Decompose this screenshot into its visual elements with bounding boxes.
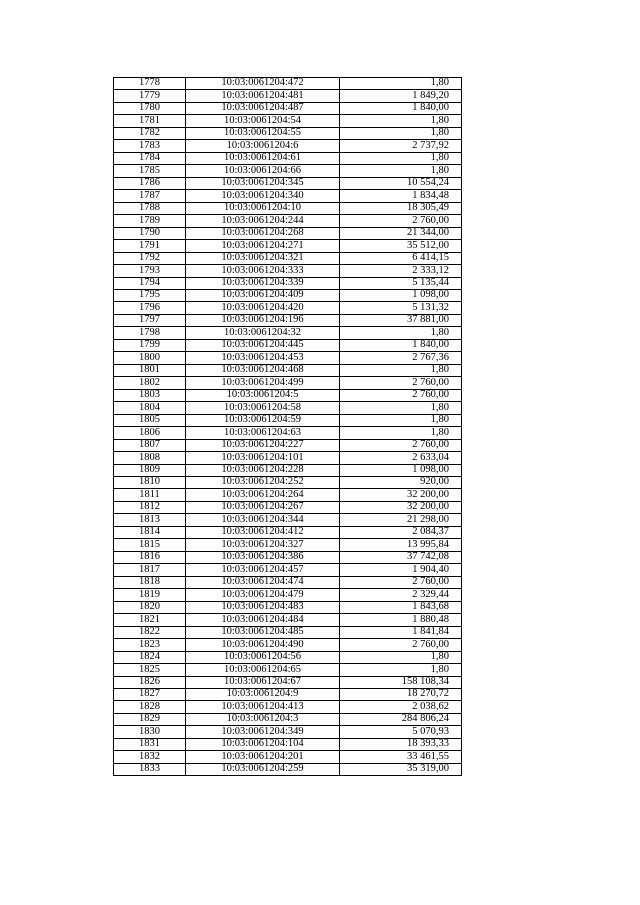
table-row — [114, 227, 462, 239]
data-table — [113, 77, 462, 776]
table-row — [114, 589, 462, 601]
cadastral-number-cell: 10:03:0061204:201 — [186, 751, 340, 763]
row-number-cell: 1820 — [114, 601, 186, 613]
value-cell: 35 319,00 — [340, 763, 462, 775]
value-cell: 1,80 — [340, 78, 462, 90]
cadastral-number-cell: 10:03:0061204:32 — [186, 327, 340, 339]
cadastral-number-cell: 10:03:0061204:267 — [186, 501, 340, 513]
row-number-cell: 1819 — [114, 589, 186, 601]
table-row — [114, 414, 462, 426]
value-cell: 32 200,00 — [340, 489, 462, 501]
value-cell: 1,80 — [340, 414, 462, 426]
cadastral-number-cell: 10:03:0061204:196 — [186, 314, 340, 326]
table-row — [114, 352, 462, 364]
cadastral-number-cell: 10:03:0061204:321 — [186, 252, 340, 264]
value-cell: 5 131,32 — [340, 302, 462, 314]
value-cell: 2 737,92 — [340, 140, 462, 152]
table-row — [114, 90, 462, 102]
table-row — [114, 726, 462, 738]
cadastral-number-cell: 10:03:0061204:65 — [186, 664, 340, 676]
cadastral-number-cell: 10:03:0061204:228 — [186, 464, 340, 476]
table-row — [114, 664, 462, 676]
value-cell: 158 108,34 — [340, 676, 462, 688]
table-row — [114, 639, 462, 651]
cadastral-number-cell: 10:03:0061204:58 — [186, 402, 340, 414]
cadastral-number-cell: 10:03:0061204:345 — [186, 177, 340, 189]
table-row — [114, 364, 462, 376]
value-cell: 1,80 — [340, 152, 462, 164]
cadastral-number-cell: 10:03:0061204:227 — [186, 439, 340, 451]
row-number-cell: 1814 — [114, 526, 186, 538]
table-row — [114, 576, 462, 588]
table-row — [114, 738, 462, 750]
row-number-cell: 1790 — [114, 227, 186, 239]
cadastral-number-cell: 10:03:0061204:490 — [186, 639, 340, 651]
value-cell: 2 329,44 — [340, 589, 462, 601]
table-row — [114, 78, 462, 90]
value-cell: 2 760,00 — [340, 439, 462, 451]
row-number-cell: 1802 — [114, 377, 186, 389]
value-cell: 1,80 — [340, 115, 462, 127]
row-number-cell: 1800 — [114, 352, 186, 364]
value-cell: 2 333,12 — [340, 265, 462, 277]
table-row — [114, 177, 462, 189]
value-cell: 2 038,62 — [340, 701, 462, 713]
cadastral-number-cell: 10:03:0061204:9 — [186, 688, 340, 700]
row-number-cell: 1801 — [114, 364, 186, 376]
row-number-cell: 1787 — [114, 190, 186, 202]
row-number-cell: 1778 — [114, 78, 186, 90]
table-row — [114, 277, 462, 289]
table-row — [114, 152, 462, 164]
cadastral-number-cell: 10:03:0061204:101 — [186, 452, 340, 464]
row-number-cell: 1792 — [114, 252, 186, 264]
row-number-cell: 1810 — [114, 477, 186, 489]
table-row — [114, 713, 462, 725]
cadastral-number-cell: 10:03:0061204:409 — [186, 289, 340, 301]
cadastral-number-cell: 10:03:0061204:268 — [186, 227, 340, 239]
cadastral-number-cell: 10:03:0061204:349 — [186, 726, 340, 738]
cadastral-number-cell: 10:03:0061204:63 — [186, 427, 340, 439]
value-cell: 2 760,00 — [340, 377, 462, 389]
table-row — [114, 265, 462, 277]
table-row — [114, 377, 462, 389]
row-number-cell: 1791 — [114, 240, 186, 252]
cadastral-number-cell: 10:03:0061204:487 — [186, 102, 340, 114]
cadastral-number-cell: 10:03:0061204:244 — [186, 215, 340, 227]
row-number-cell: 1828 — [114, 701, 186, 713]
row-number-cell: 1833 — [114, 763, 186, 775]
value-cell: 32 200,00 — [340, 501, 462, 513]
row-number-cell: 1824 — [114, 651, 186, 663]
cadastral-number-cell: 10:03:0061204:327 — [186, 539, 340, 551]
row-number-cell: 1821 — [114, 614, 186, 626]
row-number-cell: 1808 — [114, 452, 186, 464]
row-number-cell: 1811 — [114, 489, 186, 501]
value-cell: 2 760,00 — [340, 215, 462, 227]
row-number-cell: 1830 — [114, 726, 186, 738]
cadastral-number-cell: 10:03:0061204:453 — [186, 352, 340, 364]
value-cell: 2 760,00 — [340, 576, 462, 588]
value-cell: 1 840,00 — [340, 339, 462, 351]
table-row — [114, 464, 462, 476]
row-number-cell: 1809 — [114, 464, 186, 476]
cadastral-number-cell: 10:03:0061204:67 — [186, 676, 340, 688]
value-cell: 18 270,72 — [340, 688, 462, 700]
row-number-cell: 1806 — [114, 427, 186, 439]
table-row — [114, 402, 462, 414]
row-number-cell: 1813 — [114, 514, 186, 526]
table-row — [114, 190, 462, 202]
value-cell: 1 840,00 — [340, 102, 462, 114]
table-row — [114, 140, 462, 152]
cadastral-number-cell: 10:03:0061204:340 — [186, 190, 340, 202]
table-row — [114, 676, 462, 688]
cadastral-number-cell: 10:03:0061204:333 — [186, 265, 340, 277]
value-cell: 1,80 — [340, 427, 462, 439]
cadastral-number-cell: 10:03:0061204:481 — [186, 90, 340, 102]
cadastral-number-cell: 10:03:0061204:412 — [186, 526, 340, 538]
cadastral-number-cell: 10:03:0061204:104 — [186, 738, 340, 750]
cadastral-number-cell: 10:03:0061204:339 — [186, 277, 340, 289]
cadastral-number-cell: 10:03:0061204:6 — [186, 140, 340, 152]
table-row — [114, 651, 462, 663]
cadastral-number-cell: 10:03:0061204:3 — [186, 713, 340, 725]
row-number-cell: 1815 — [114, 539, 186, 551]
row-number-cell: 1789 — [114, 215, 186, 227]
row-number-cell: 1817 — [114, 564, 186, 576]
cadastral-number-cell: 10:03:0061204:252 — [186, 477, 340, 489]
cadastral-number-cell: 10:03:0061204:264 — [186, 489, 340, 501]
table-row — [114, 252, 462, 264]
value-cell: 1,80 — [340, 364, 462, 376]
row-number-cell: 1823 — [114, 639, 186, 651]
value-cell: 21 344,00 — [340, 227, 462, 239]
cadastral-number-cell: 10:03:0061204:54 — [186, 115, 340, 127]
table-row — [114, 240, 462, 252]
row-number-cell: 1818 — [114, 576, 186, 588]
row-number-cell: 1779 — [114, 90, 186, 102]
cadastral-number-cell: 10:03:0061204:468 — [186, 364, 340, 376]
value-cell: 33 461,55 — [340, 751, 462, 763]
value-cell: 2 633,04 — [340, 452, 462, 464]
table-row — [114, 314, 462, 326]
table-row — [114, 452, 462, 464]
row-number-cell: 1827 — [114, 688, 186, 700]
cadastral-number-cell: 10:03:0061204:66 — [186, 165, 340, 177]
table-row — [114, 165, 462, 177]
value-cell: 1,80 — [340, 327, 462, 339]
table-row — [114, 614, 462, 626]
cadastral-number-cell: 10:03:0061204:472 — [186, 78, 340, 90]
table-row — [114, 514, 462, 526]
value-cell: 2 760,00 — [340, 639, 462, 651]
row-number-cell: 1822 — [114, 626, 186, 638]
row-number-cell: 1807 — [114, 439, 186, 451]
cadastral-number-cell: 10:03:0061204:483 — [186, 601, 340, 613]
row-number-cell: 1798 — [114, 327, 186, 339]
value-cell: 1 904,40 — [340, 564, 462, 576]
value-cell: 284 806,24 — [340, 713, 462, 725]
cadastral-number-cell: 10:03:0061204:386 — [186, 551, 340, 563]
value-cell: 18 305,49 — [340, 202, 462, 214]
row-number-cell: 1793 — [114, 265, 186, 277]
row-number-cell: 1804 — [114, 402, 186, 414]
value-cell: 5 070,93 — [340, 726, 462, 738]
row-number-cell: 1797 — [114, 314, 186, 326]
cadastral-number-cell: 10:03:0061204:484 — [186, 614, 340, 626]
row-number-cell: 1795 — [114, 289, 186, 301]
table-row — [114, 202, 462, 214]
value-cell: 1,80 — [340, 651, 462, 663]
table-row — [114, 339, 462, 351]
row-number-cell: 1832 — [114, 751, 186, 763]
row-number-cell: 1785 — [114, 165, 186, 177]
value-cell: 1,80 — [340, 165, 462, 177]
table-row — [114, 564, 462, 576]
table-row — [114, 551, 462, 563]
row-number-cell: 1816 — [114, 551, 186, 563]
value-cell: 920,00 — [340, 477, 462, 489]
value-cell: 18 393,33 — [340, 738, 462, 750]
table-row — [114, 477, 462, 489]
table-row — [114, 102, 462, 114]
table-row — [114, 526, 462, 538]
cadastral-number-cell: 10:03:0061204:56 — [186, 651, 340, 663]
row-number-cell: 1831 — [114, 738, 186, 750]
value-cell: 2 767,36 — [340, 352, 462, 364]
value-cell: 21 298,00 — [340, 514, 462, 526]
value-cell: 1,80 — [340, 664, 462, 676]
row-number-cell: 1786 — [114, 177, 186, 189]
table-row — [114, 601, 462, 613]
row-number-cell: 1783 — [114, 140, 186, 152]
value-cell: 35 512,00 — [340, 240, 462, 252]
table-row — [114, 489, 462, 501]
row-number-cell: 1829 — [114, 713, 186, 725]
row-number-cell: 1803 — [114, 389, 186, 401]
table-row — [114, 289, 462, 301]
row-number-cell: 1799 — [114, 339, 186, 351]
table-row — [114, 763, 462, 775]
table-row — [114, 115, 462, 127]
row-number-cell: 1825 — [114, 664, 186, 676]
value-cell: 1 849,20 — [340, 90, 462, 102]
row-number-cell: 1812 — [114, 501, 186, 513]
cadastral-number-cell: 10:03:0061204:474 — [186, 576, 340, 588]
value-cell: 2 760,00 — [340, 389, 462, 401]
value-cell: 2 084,37 — [340, 526, 462, 538]
value-cell: 1 843,68 — [340, 601, 462, 613]
table-row — [114, 215, 462, 227]
table-row — [114, 688, 462, 700]
row-number-cell: 1782 — [114, 127, 186, 139]
row-number-cell: 1796 — [114, 302, 186, 314]
cadastral-number-cell: 10:03:0061204:485 — [186, 626, 340, 638]
cadastral-number-cell: 10:03:0061204:5 — [186, 389, 340, 401]
value-cell: 1 098,00 — [340, 464, 462, 476]
cadastral-number-cell: 10:03:0061204:271 — [186, 240, 340, 252]
table-row — [114, 427, 462, 439]
table-row — [114, 539, 462, 551]
table-row — [114, 751, 462, 763]
value-cell: 37 881,00 — [340, 314, 462, 326]
cadastral-number-cell: 10:03:0061204:10 — [186, 202, 340, 214]
row-number-cell: 1781 — [114, 115, 186, 127]
cadastral-number-cell: 10:03:0061204:61 — [186, 152, 340, 164]
value-cell: 37 742,08 — [340, 551, 462, 563]
row-number-cell: 1788 — [114, 202, 186, 214]
cadastral-number-cell: 10:03:0061204:457 — [186, 564, 340, 576]
cadastral-number-cell: 10:03:0061204:445 — [186, 339, 340, 351]
table-row — [114, 626, 462, 638]
table-body — [114, 78, 462, 776]
row-number-cell: 1780 — [114, 102, 186, 114]
value-cell: 1 098,00 — [340, 289, 462, 301]
row-number-cell: 1805 — [114, 414, 186, 426]
table-row — [114, 327, 462, 339]
table-row — [114, 501, 462, 513]
cadastral-number-cell: 10:03:0061204:499 — [186, 377, 340, 389]
table-row — [114, 701, 462, 713]
table-row — [114, 302, 462, 314]
value-cell: 5 135,44 — [340, 277, 462, 289]
value-cell: 1,80 — [340, 127, 462, 139]
value-cell: 1 834,48 — [340, 190, 462, 202]
row-number-cell: 1784 — [114, 152, 186, 164]
cadastral-number-cell: 10:03:0061204:55 — [186, 127, 340, 139]
table-row — [114, 127, 462, 139]
value-cell: 1 841,84 — [340, 626, 462, 638]
cadastral-number-cell: 10:03:0061204:479 — [186, 589, 340, 601]
cadastral-number-cell: 10:03:0061204:413 — [186, 701, 340, 713]
row-number-cell: 1794 — [114, 277, 186, 289]
value-cell: 1,80 — [340, 402, 462, 414]
row-number-cell: 1826 — [114, 676, 186, 688]
cadastral-number-cell: 10:03:0061204:420 — [186, 302, 340, 314]
table-row — [114, 389, 462, 401]
cadastral-number-cell: 10:03:0061204:259 — [186, 763, 340, 775]
value-cell: 13 995,84 — [340, 539, 462, 551]
cadastral-number-cell: 10:03:0061204:59 — [186, 414, 340, 426]
value-cell: 6 414,15 — [340, 252, 462, 264]
value-cell: 1 880,48 — [340, 614, 462, 626]
table-row — [114, 439, 462, 451]
cadastral-number-cell: 10:03:0061204:344 — [186, 514, 340, 526]
value-cell: 10 554,24 — [340, 177, 462, 189]
